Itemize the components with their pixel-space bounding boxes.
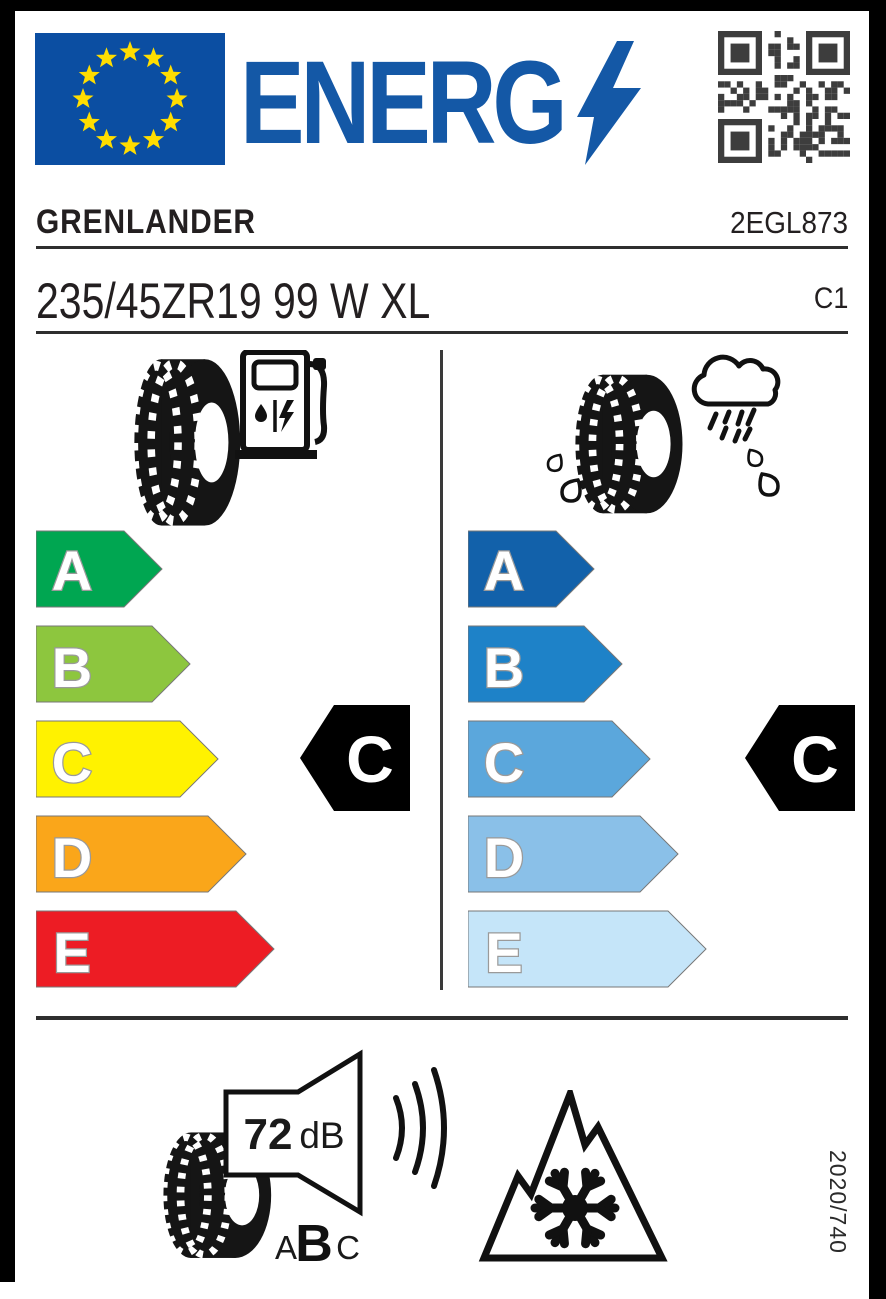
wet-grade-e-arrow <box>468 910 708 988</box>
regulation-number: 2020/740 <box>825 1150 851 1254</box>
frame-top <box>0 0 886 11</box>
noise-class-a: A <box>274 1229 298 1266</box>
wet-rating-arrow <box>745 703 855 813</box>
fuel-rating-value: C <box>346 722 394 796</box>
wet-grade-e-label: E <box>485 921 523 984</box>
fuel-grade-a-label: A <box>51 539 93 602</box>
divider-2 <box>36 331 848 334</box>
type-identifier: 2EGL873 <box>730 205 848 240</box>
noise-class-c: C <box>336 1229 360 1266</box>
wet-grade-c-arrow <box>468 720 708 798</box>
sound-waves-icon <box>396 1070 444 1186</box>
fuel-grade-a-arrow <box>36 530 276 608</box>
frame-left <box>0 0 15 1282</box>
noise-class-b-highlighted: B <box>295 1215 333 1270</box>
divider-1 <box>36 246 848 249</box>
wet-rating-value: C <box>791 722 839 796</box>
fuel-grade-e-arrow <box>36 910 276 988</box>
brand-name: GRENLANDER <box>36 203 256 241</box>
divider-3 <box>36 1016 848 1020</box>
noise-level-icon <box>156 1048 456 1270</box>
fuel-grade-b-arrow <box>36 625 276 703</box>
tyre-size: 235/45ZR19 99 W XL <box>36 273 431 329</box>
energy-logo <box>240 37 641 169</box>
energy-logo-text: ENERG <box>240 37 564 169</box>
wet-grade-c-label: C <box>483 731 525 794</box>
fuel-rating-arrow <box>300 703 410 813</box>
wet-grade-d-arrow <box>468 815 708 893</box>
wet-grade-d-label: D <box>483 826 525 889</box>
wet-grade-a-label: A <box>483 539 525 602</box>
tire-rain-cloud-icon <box>540 350 790 528</box>
noise-unit: dB <box>299 1115 345 1156</box>
fuel-grade-c-label: C <box>51 731 93 794</box>
noise-value: 72 <box>243 1110 293 1159</box>
frame-right <box>869 0 886 1299</box>
wet-grade-a-arrow <box>468 530 708 608</box>
lightning-bolt-icon <box>577 41 641 165</box>
wet-grade-b-arrow <box>468 625 708 703</box>
tire-fuel-pump-icon <box>125 350 340 535</box>
tyre-class: C1 <box>813 282 848 315</box>
eu-flag-icon <box>35 33 225 165</box>
column-divider <box>440 350 443 990</box>
qr-code <box>718 31 850 163</box>
fuel-grade-e-label: E <box>53 921 91 984</box>
fuel-grade-c-arrow <box>36 720 276 798</box>
wet-grade-b-label: B <box>483 636 525 699</box>
fuel-grade-b-label: B <box>51 636 93 699</box>
fuel-grade-d-label: D <box>51 826 93 889</box>
snowflake-mountain-icon <box>478 1090 668 1265</box>
fuel-grade-d-arrow <box>36 815 276 893</box>
